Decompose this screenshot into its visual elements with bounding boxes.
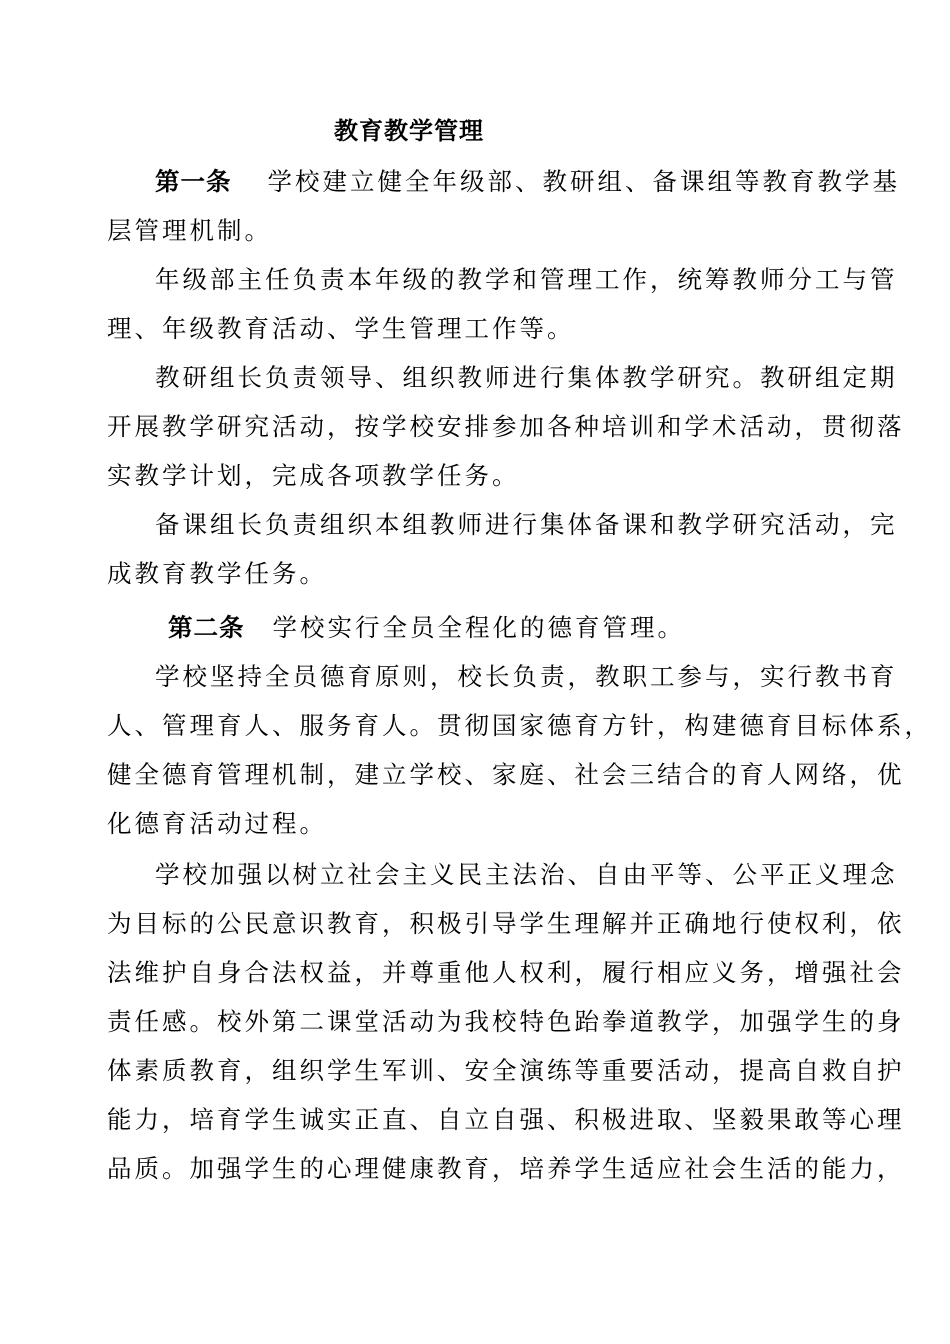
article-line xyxy=(155,164,900,200)
line-text: 学校实行全员全程化的德育管理。 xyxy=(272,613,685,642)
text-line: 成教育教学任务。 xyxy=(107,559,327,588)
text-line: 教研组长负责领导、组织教师进行集体教学研究。教研组定期 xyxy=(155,363,898,392)
text-line: 化德育活动过程。 xyxy=(107,809,327,838)
text-line: 学校坚持全员德育原则，校长负责，教职工参与，实行教书育 xyxy=(155,662,898,691)
text-line: 法维护自身合法权益，并尊重他人权利，履行相应义务，增强社会 xyxy=(107,958,905,987)
line-text: 学校建立健全年级部、教研组、备课组等教育教学基 xyxy=(267,167,900,196)
article-label: 第二条 xyxy=(168,613,245,642)
text-line: 为目标的公民意识教育，积极引导学生理解并正确地行使权利，依 xyxy=(107,909,905,938)
text-line: 责任感。校外第二课堂活动为我校特色跆拳道教学，加强学生的身 xyxy=(107,1007,905,1036)
text-line: 年级部主任负责本年级的教学和管理工作，统筹教师分工与管 xyxy=(155,265,898,294)
article-label: 第一条 xyxy=(155,167,232,196)
text-line: 备课组长负责组织本组教师进行集体备课和教学研究活动，完 xyxy=(155,510,898,539)
text-line: 健全德育管理机制，建立学校、家庭、社会三结合的育人网络，优 xyxy=(107,760,905,789)
text-line: 层管理机制。 xyxy=(107,216,272,245)
text-line: 学校加强以树立社会主义民主法治、自由平等、公平正义理念 xyxy=(155,860,898,889)
text-line: 能力，培育学生诚实正直、自立自强、积极进取、坚毅果敢等心理 xyxy=(107,1105,905,1134)
text-line: 实教学计划，完成各项教学任务。 xyxy=(107,461,520,490)
document-title: 教育教学管理 xyxy=(334,117,484,145)
text-line: 人、管理育人、服务育人。贯彻国家德育方针，构建德育目标体系， xyxy=(107,711,932,740)
text-line: 品质。加强学生的心理健康教育，培养学生适应社会生活的能力， xyxy=(107,1154,905,1183)
article-line xyxy=(168,610,685,646)
text-line: 理、年级教育活动、学生管理工作等。 xyxy=(107,314,575,343)
text-line: 开展教学研究活动，按学校安排参加各种培训和学术活动，贯彻落 xyxy=(107,412,905,441)
text-line: 体素质教育，组织学生军训、安全演练等重要活动，提高自救自护 xyxy=(107,1056,905,1085)
